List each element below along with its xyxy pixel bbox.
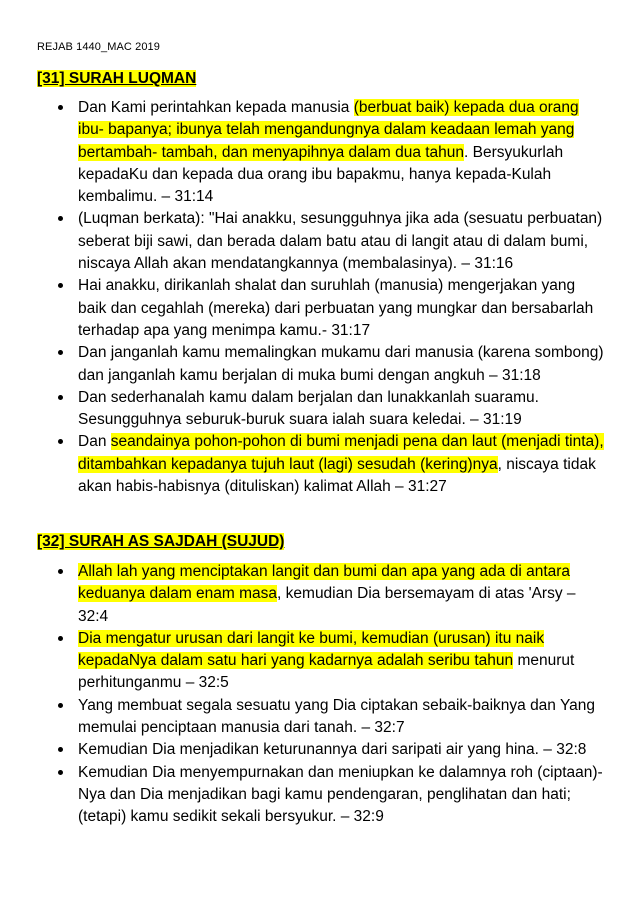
verse-item <box>52 431 604 498</box>
verse-text: Dan Kami perintahkan kepada manusia <box>78 99 354 116</box>
highlighted-text: Dia mengatur urusan dari langit ke bumi, kemudian (urusan) itu naik kepadaNya dalam satu hari yang kadarnya adalah seribu tahun <box>78 629 545 670</box>
verse-item <box>52 208 604 275</box>
verse-text: Dan <box>78 433 111 451</box>
verse-item <box>52 695 604 740</box>
highlighted-text: (berbuat baik) kepada dua orang ibu- bapanya; ibunya telah mengandungnya dalam keadaan lemah yang bertambah- tambah, dan menyapihnya dalam dua tahun <box>78 99 579 161</box>
verse-text: , kemudian Dia bersemayam di atas 'Arsy – 32:4 <box>78 585 576 625</box>
verse-list-luqman <box>52 97 604 498</box>
highlighted-text: Allah lah yang menciptakan langit dan bumi dan apa yang ada di antara keduanya dalam enam masa <box>78 563 571 603</box>
verse-item <box>52 275 604 342</box>
verse-item <box>52 561 604 628</box>
page-header: REJAB 1440_MAC 2019 <box>37 41 160 53</box>
verse-item <box>52 387 604 432</box>
verse-item <box>52 342 604 387</box>
verse-text: Hai anakku, dirikanlah shalat dan suruhlah (manusia) mengerjakan yang baik dan cegahlah (mereka) dari perbuatan yang mungkar dan bersabarlah terhadap apa yang menimpa kamu.- 31:17 <box>78 277 594 339</box>
section-title-text: [31] SURAH LUQMAN <box>37 70 197 87</box>
verse-text: (Luqman berkata): "Hai anakku, sesungguhnya jika ada (sesuatu perbuatan) seberat biji sawi, dan berada dalam batu atau di langit atau di dalam bumi, niscaya Allah akan mendatangkannya (membalasinya). – 31:16 <box>78 210 603 273</box>
section-title-luqman <box>37 68 196 90</box>
highlighted-text: seandainya pohon-pohon di bumi menjadi pena dan laut (menjadi tinta), ditambahkan kepadanya tujuh laut (lagi) sesudah (kering)nya <box>78 433 604 473</box>
verse-text: menurut perhitunganmu – 32:5 <box>78 652 575 692</box>
verse-item <box>52 739 604 761</box>
verse-item <box>52 97 604 208</box>
verse-text: Dan sederhanalah kamu dalam berjalan dan lunakkanlah suaramu. Sesungguhnya seburuk-buruk suara ialah suara keledai. – 31:19 <box>78 388 539 429</box>
section-title-text: [32] SURAH AS SAJDAH (SUJUD) <box>37 533 285 550</box>
verse-text: Yang membuat segala sesuatu yang Dia ciptakan sebaik-baiknya dan Yang memulai penciptaan manusia dari tanah. – 32:7 <box>78 696 596 737</box>
verse-text: Dan janganlah kamu memalingkan mukamu dari manusia (karena sombong) dan janganlah kamu berjalan di muka bumi dengan angkuh – 31:18 <box>78 344 604 384</box>
verse-item <box>52 762 604 829</box>
verse-text: . Bersyukurlah kepadaKu dan kepada dua orang ibu bapakmu, hanya kepada-Kulah kembalimu. – 31:14 <box>78 143 564 206</box>
verse-item <box>52 628 604 695</box>
verse-text: , niscaya tidak akan habis-habisnya (dituliskan) kalimat Allah – 31:27 <box>78 455 596 496</box>
verse-text: Kemudian Dia menjadikan keturunannya dari saripati air yang hina. – 32:8 <box>78 741 587 759</box>
section-title-as-sajdah <box>37 531 284 553</box>
verse-list-as-sajdah <box>52 561 604 829</box>
verse-text: Kemudian Dia menyempurnakan dan meniupkan ke dalamnya roh (ciptaan)-Nya dan Dia menjadikan bagi kamu pendengaran, penglihatan dan hati; (tetapi) kamu sedikit sekali bersyukur. – 32:9 <box>78 763 603 826</box>
